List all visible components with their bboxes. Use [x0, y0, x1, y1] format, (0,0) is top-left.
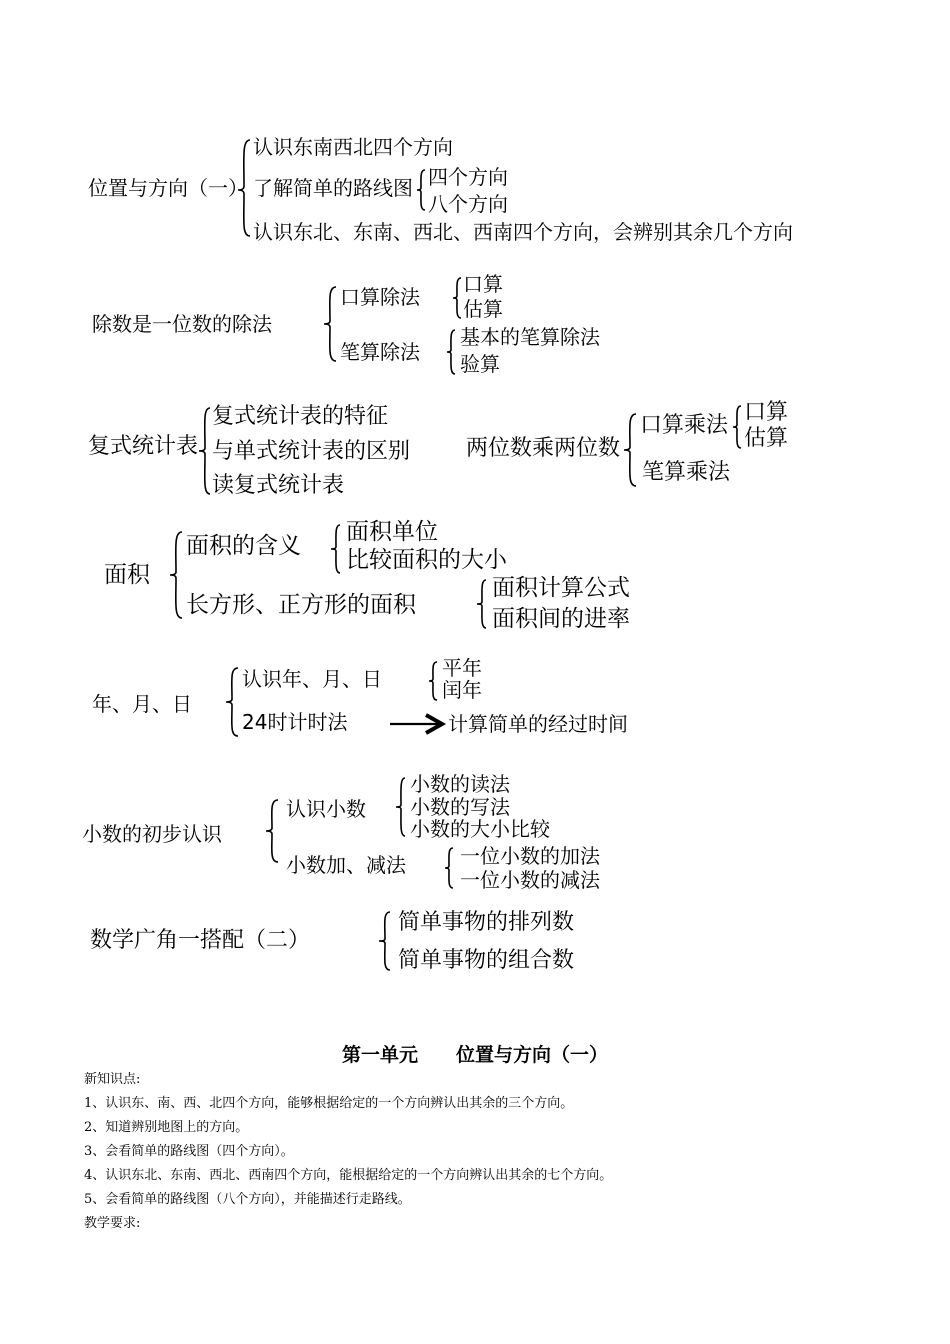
- position-b3: 认识东北、东南、西北、西南四个方向，会辨别其余几个方向: [253, 220, 793, 244]
- date-b2: 24时计时法: [242, 710, 348, 734]
- area-b1: 面积的含义: [186, 533, 301, 559]
- multiply-brace: [622, 412, 638, 488]
- requirements-heading: 教学要求:: [84, 1216, 141, 1231]
- decimal-b1-brace: [395, 776, 407, 838]
- division-brace: [322, 285, 338, 363]
- stats-item-3: 读复式统计表: [212, 473, 345, 498]
- decimal-root: 小数的初步认识: [82, 822, 222, 846]
- decimal-b1-sub-3: 小数的大小比较: [410, 817, 550, 841]
- date-root: 年、月、日: [92, 692, 192, 716]
- date-b1-sub-2: 闰年: [442, 678, 482, 702]
- division-b2-sub-2: 验算: [460, 352, 500, 376]
- section-title: 第一单元 位置与方向（一）: [341, 1044, 608, 1066]
- position-b2: 了解简单的路线图: [253, 176, 413, 200]
- area-b2-sub-2: 面积间的进率: [492, 606, 630, 632]
- decimal-b1-sub-2: 小数的写法: [410, 795, 510, 819]
- combo-item-1: 简单事物的排列数: [398, 910, 575, 935]
- date-brace: [224, 666, 240, 738]
- area-b2-brace: [476, 578, 488, 630]
- combo-brace: [378, 910, 392, 972]
- decimal-b1: 认识小数: [286, 797, 366, 821]
- point-2: 2、知道辨别地图上的方向。: [84, 1120, 249, 1135]
- area-root: 面积: [104, 562, 150, 588]
- position-b2-brace: [416, 168, 426, 212]
- position-b1: 认识东南西北四个方向: [253, 135, 453, 159]
- stats-root: 复式统计表: [88, 434, 199, 459]
- multiply-b1: 口算乘法: [640, 413, 729, 438]
- stats-item-2: 与单式统计表的区别: [212, 439, 411, 464]
- multiply-b2: 笔算乘法: [642, 460, 731, 485]
- area-b2: 长方形、正方形的面积: [186, 592, 416, 618]
- division-b1-sub-1: 口算: [463, 272, 503, 296]
- point-4: 4、认识东北、东南、西北、西南四个方向，能根据给定的一个方向辨认出其余的七个方向。: [84, 1168, 613, 1183]
- area-brace: [168, 530, 184, 620]
- stats-brace: [198, 406, 212, 496]
- area-b2-sub-1: 面积计算公式: [492, 575, 630, 601]
- division-b2: 笔算除法: [340, 340, 420, 364]
- decimal-b2-brace: [444, 846, 454, 890]
- date-b1-sub-1: 平年: [442, 656, 482, 680]
- division-b2-sub-1: 基本的笔算除法: [460, 325, 600, 349]
- area-b1-sub-2: 比较面积的大小: [346, 547, 507, 573]
- stats-item-1: 复式统计表的特征: [212, 404, 389, 429]
- point-5: 5、会看简单的路线图（八个方向），并能描述行走路线。: [84, 1192, 411, 1207]
- decimal-b2: 小数加、减法: [286, 853, 406, 877]
- position-b2-sub-1: 四个方向: [428, 165, 508, 189]
- section-heading: 新知识点:: [84, 1072, 141, 1087]
- division-b1-sub-2: 估算: [463, 297, 503, 321]
- area-b1-brace: [330, 523, 342, 575]
- multiply-b1-brace: [732, 404, 742, 450]
- multiply-root: 两位数乘两位数: [466, 436, 621, 461]
- combo-root: 数学广角一搭配（二）: [90, 928, 311, 953]
- multiply-b1-sub-1: 口算: [744, 400, 789, 425]
- decimal-b1-sub-1: 小数的读法: [410, 772, 510, 796]
- date-b2-result: 计算简单的经过时间: [448, 712, 628, 736]
- division-b1-brace: [452, 276, 462, 320]
- decimal-b2-sub-1: 一位小数的加法: [460, 844, 600, 868]
- division-b1: 口算除法: [340, 285, 420, 309]
- position-brace: [236, 138, 252, 238]
- multiply-b1-sub-2: 估算: [744, 426, 789, 451]
- date-b1-brace: [428, 660, 438, 702]
- date-b1: 认识年、月、日: [242, 667, 382, 691]
- combo-item-2: 简单事物的组合数: [398, 948, 575, 973]
- division-b2-brace: [446, 328, 456, 376]
- point-1: 1、认识东、南、西、北四个方向，能够根据给定的一个方向辨认出其余的三个方向。: [84, 1096, 574, 1111]
- area-b1-sub-1: 面积单位: [346, 519, 438, 545]
- point-3: 3、会看简单的路线图（四个方向）。: [84, 1144, 294, 1159]
- arrow-right-icon: [388, 712, 446, 736]
- decimal-b2-sub-2: 一位小数的减法: [460, 868, 600, 892]
- position-root: 位置与方向（一）: [88, 176, 248, 200]
- decimal-brace: [264, 798, 280, 864]
- division-root: 除数是一位数的除法: [92, 312, 272, 336]
- position-b2-sub-2: 八个方向: [428, 192, 508, 216]
